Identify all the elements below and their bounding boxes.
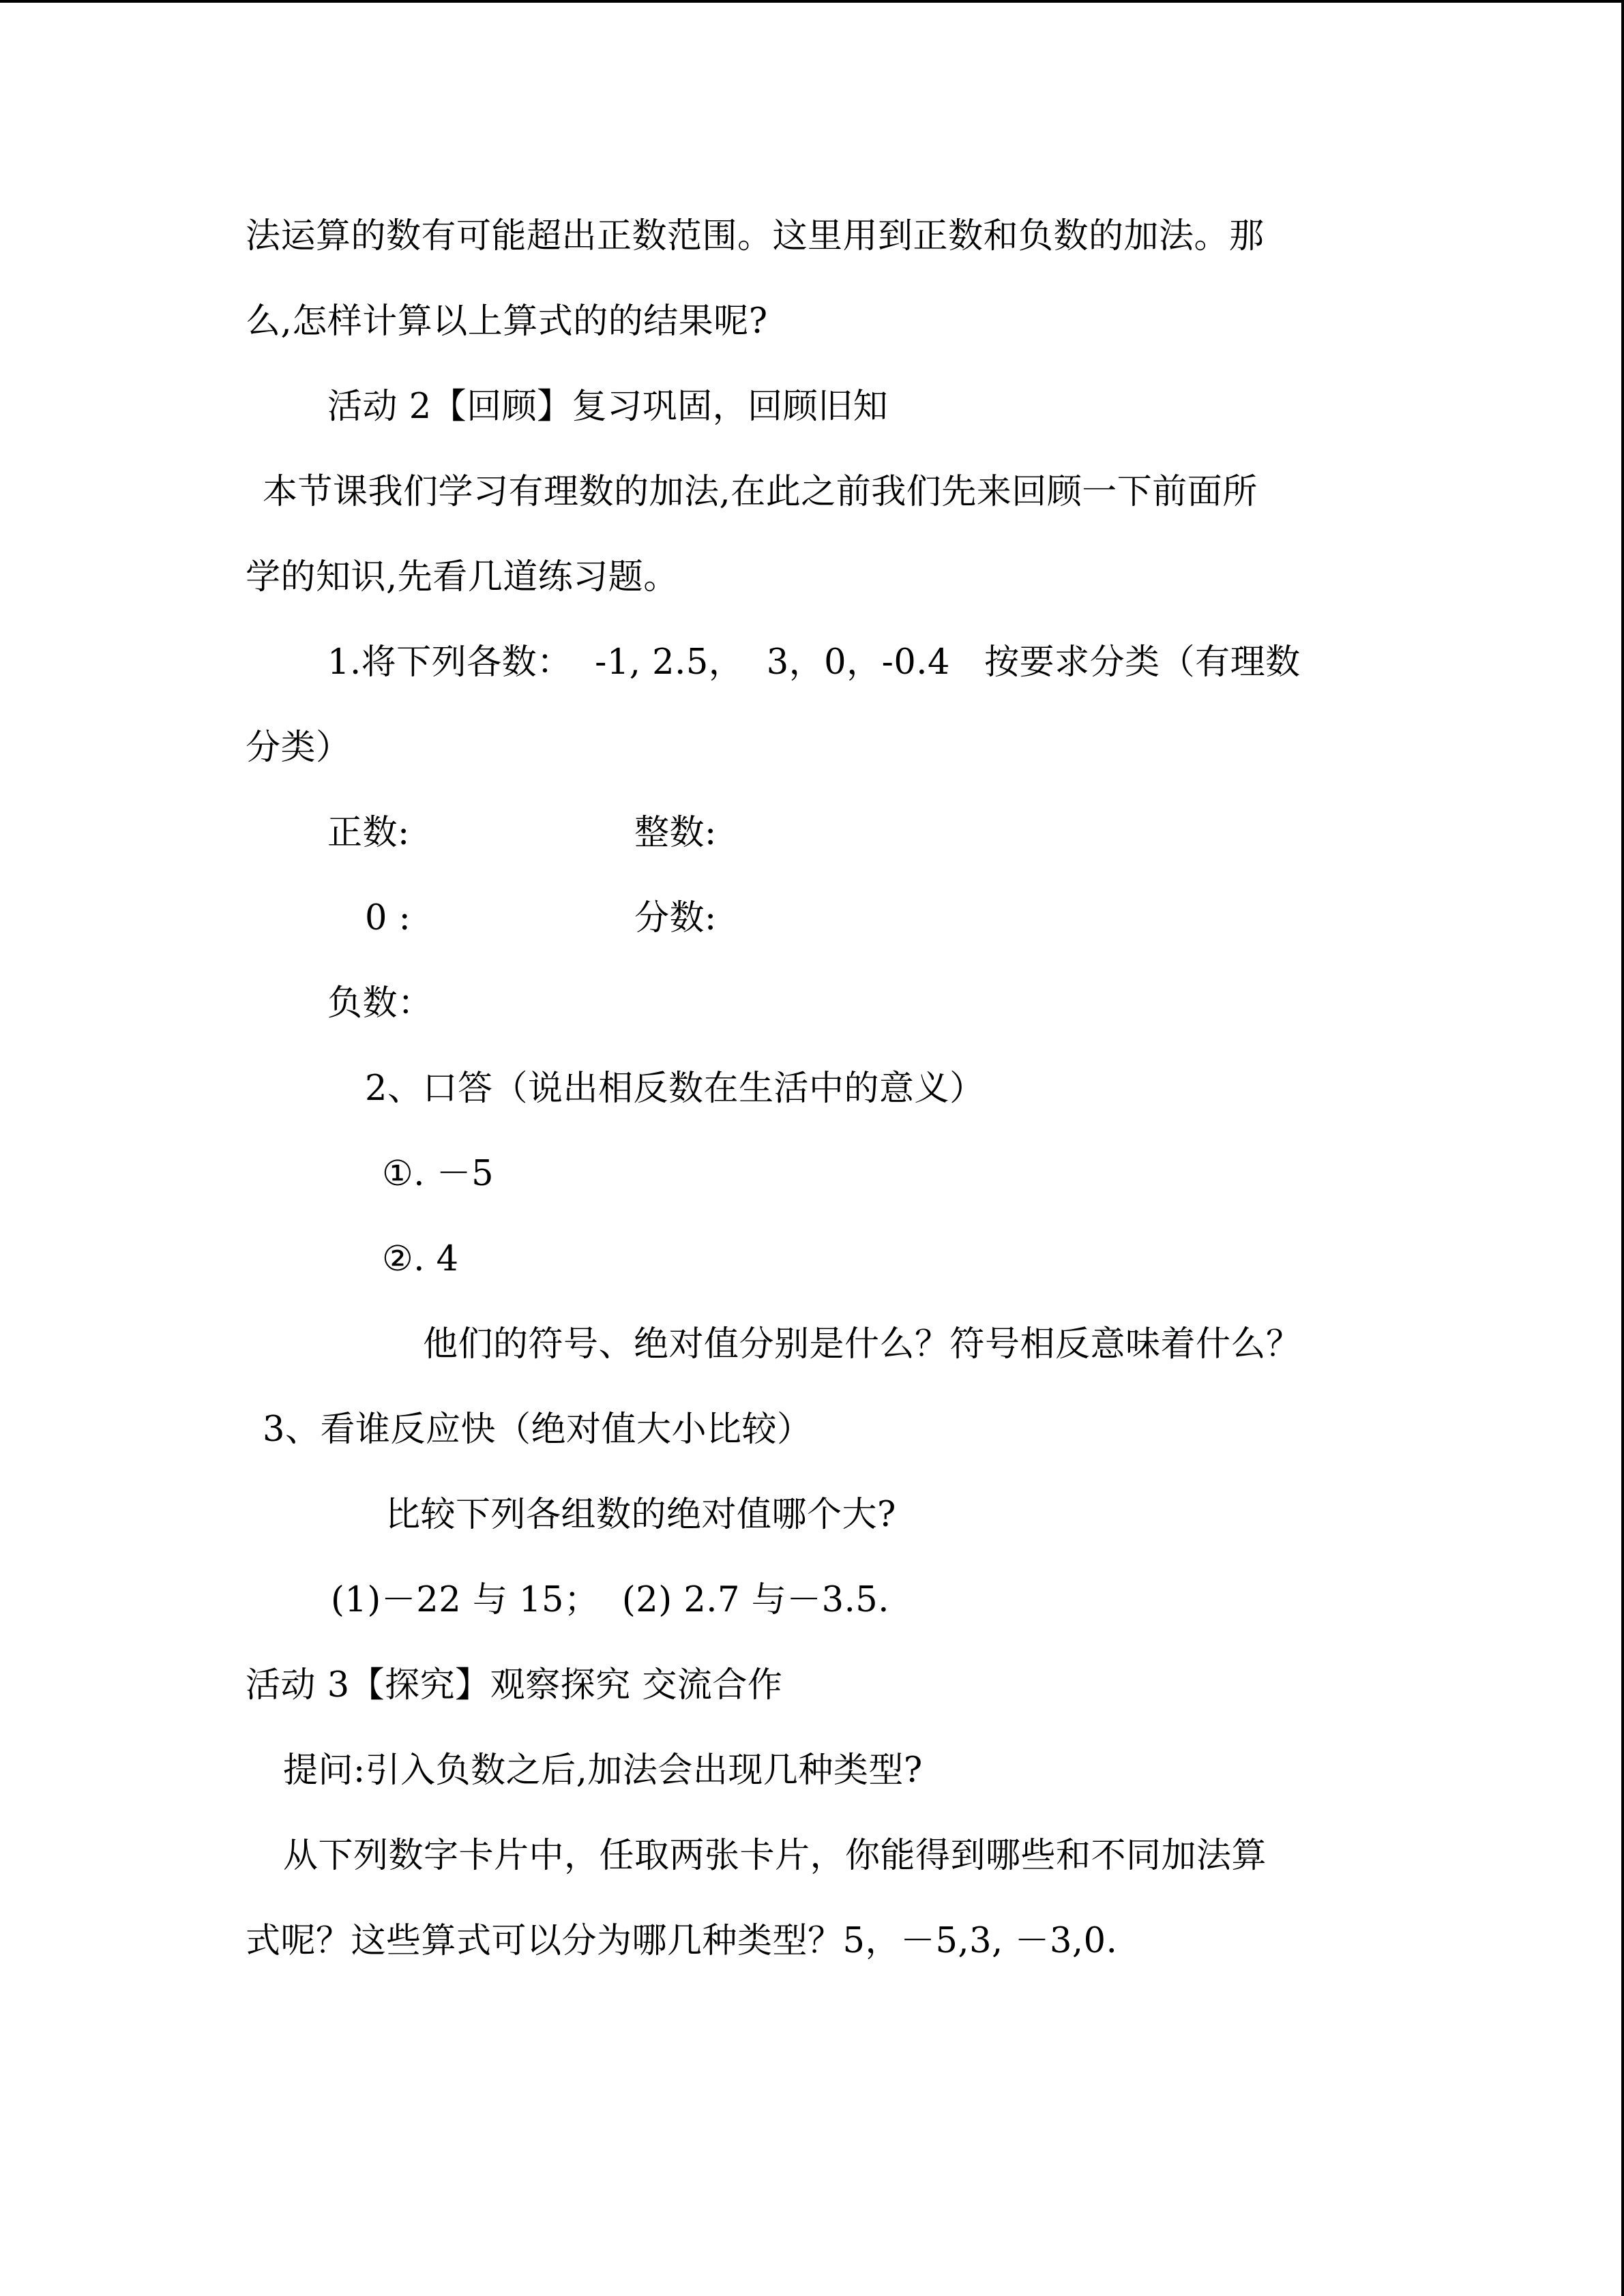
category-fraction: 分数: [634,898,717,938]
section-heading-activity-3: 活动 3【探究】观察探究 交流合作 [246,1665,783,1705]
page-right-border [1621,0,1624,2296]
text-line: (1)－22 与 15； (2) 2.7 与－3.5. [331,1580,889,1620]
exercise-2-item-1: ①. －5 [382,1154,494,1194]
exercise-3-line: 3、看谁反应快（绝对值大小比较） [263,1410,812,1450]
text-line: 从下列数字卡片中，任取两张卡片，你能得到哪些和不同加法算 [283,1836,1267,1876]
text-line: 么,怎样计算以上算式的的结果呢? [246,301,768,342]
category-negative: 负数： [327,983,433,1024]
text-line: 本节课我们学习有理数的加法,在此之前我们先来回顾一下前面所 [263,472,1258,512]
exercise-2-line: 2、口答（说出相反数在生活中的意义） [365,1069,985,1109]
text-line: 比较下列各组数的绝对值哪个大? [385,1495,896,1535]
text-line: 他们的符号、绝对值分别是什么？符号相反意味着什么？ [423,1324,1301,1365]
text-line: 学的知识,先看几道练习题。 [246,557,679,597]
page-top-border [0,0,1624,3]
exercise-1-line: 1.将下列各数： -1, 2.5， 3，0，-0.4 按要求分类（有理数 [327,642,1301,683]
exercise-2-item-2: ②. 4 [382,1239,459,1279]
text-line: 式呢？这些算式可以分为哪几种类型？5，－5,3, －3,0. [246,1921,1118,1961]
text-line: 法运算的数有可能超出正数范围。这里用到正数和负数的加法。那 [246,216,1265,256]
category-integer: 整数: [634,813,717,853]
category-positive: 正数: [327,813,410,853]
text-line: 分类） [246,728,351,768]
text-line: 提问:引入负数之后,加法会出现几种类型? [283,1750,923,1791]
category-zero: 0 : [365,898,411,938]
section-heading-activity-2: 活动 2【回顾】复习巩固，回顾旧知 [327,387,889,427]
